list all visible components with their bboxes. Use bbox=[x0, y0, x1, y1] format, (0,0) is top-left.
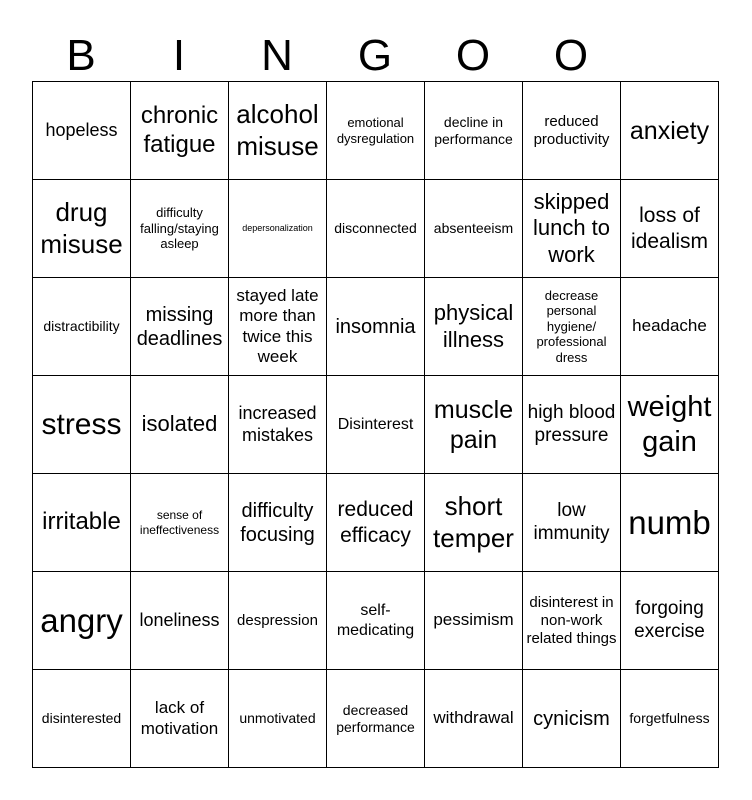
bingo-cell[interactable]: depersonalization bbox=[229, 180, 327, 278]
bingo-cell[interactable]: difficulty focusing bbox=[229, 474, 327, 572]
bingo-cell[interactable]: physical illness bbox=[425, 278, 523, 376]
bingo-cell[interactable]: decline in performance bbox=[425, 82, 523, 180]
bingo-cell[interactable]: decreased performance bbox=[327, 670, 425, 768]
bingo-cell[interactable]: headache bbox=[621, 278, 719, 376]
bingo-cell[interactable]: reduced productivity bbox=[523, 82, 621, 180]
bingo-cell[interactable]: distractibility bbox=[33, 278, 131, 376]
bingo-board bbox=[32, 81, 719, 768]
header-letter-o-2: O bbox=[553, 31, 589, 80]
bingo-cell[interactable]: loss of idealism bbox=[621, 180, 719, 278]
bingo-cell[interactable]: lack of motivation bbox=[131, 670, 229, 768]
bingo-cell[interactable]: despression bbox=[229, 572, 327, 670]
bingo-cell[interactable]: unmotivated bbox=[229, 670, 327, 768]
bingo-cell[interactable]: reduced efficacy bbox=[327, 474, 425, 572]
bingo-cell[interactable]: decrease personal hygiene/ professional dress bbox=[523, 278, 621, 376]
bingo-cell[interactable]: loneliness bbox=[131, 572, 229, 670]
bingo-cell[interactable]: irritable bbox=[33, 474, 131, 572]
header-letter-b: B bbox=[66, 31, 96, 80]
bingo-cell[interactable]: isolated bbox=[131, 376, 229, 474]
header-letter-blank bbox=[620, 28, 718, 84]
bingo-cell[interactable]: disinterested bbox=[33, 670, 131, 768]
bingo-cell[interactable]: absenteeism bbox=[425, 180, 523, 278]
bingo-cell[interactable]: hopeless bbox=[33, 82, 131, 180]
header-letter-g: G bbox=[357, 31, 393, 80]
bingo-cell[interactable]: disconnected bbox=[327, 180, 425, 278]
bingo-cell[interactable]: insomnia bbox=[327, 278, 425, 376]
bingo-cell[interactable]: forgoing exercise bbox=[621, 572, 719, 670]
header-letter-o: O bbox=[455, 31, 491, 80]
bingo-cell[interactable]: emotional dysregulation bbox=[327, 82, 425, 180]
bingo-cell[interactable]: numb bbox=[621, 474, 719, 572]
bingo-cell[interactable]: pessimism bbox=[425, 572, 523, 670]
bingo-cell[interactable]: stress bbox=[33, 376, 131, 474]
bingo-cell[interactable]: withdrawal bbox=[425, 670, 523, 768]
bingo-cell[interactable]: sense of ineffectiveness bbox=[131, 474, 229, 572]
bingo-cell[interactable]: forgetfulness bbox=[621, 670, 719, 768]
bingo-cell[interactable]: cynicism bbox=[523, 670, 621, 768]
bingo-cell[interactable]: muscle pain bbox=[425, 376, 523, 474]
bingo-cell[interactable]: missing deadlines bbox=[131, 278, 229, 376]
bingo-cell[interactable]: chronic fatigue bbox=[131, 82, 229, 180]
bingo-cell[interactable]: anxiety bbox=[621, 82, 719, 180]
bingo-cell[interactable]: angry bbox=[33, 572, 131, 670]
header-letter-i: I bbox=[172, 31, 186, 80]
bingo-cell[interactable]: stayed late more than twice this week bbox=[229, 278, 327, 376]
bingo-cell[interactable]: self-medicating bbox=[327, 572, 425, 670]
bingo-cell[interactable]: high blood pressure bbox=[523, 376, 621, 474]
bingo-cell[interactable]: increased mistakes bbox=[229, 376, 327, 474]
bingo-cell[interactable]: low immunity bbox=[523, 474, 621, 572]
bingo-cell[interactable]: short temper bbox=[425, 474, 523, 572]
bingo-cell[interactable]: skipped lunch to work bbox=[523, 180, 621, 278]
bingo-cell[interactable]: alcohol misuse bbox=[229, 82, 327, 180]
bingo-cell[interactable]: difficulty falling/staying asleep bbox=[131, 180, 229, 278]
bingo-cell[interactable]: Disinterest bbox=[327, 376, 425, 474]
bingo-cell[interactable]: disinterest in non-work related things bbox=[523, 572, 621, 670]
bingo-cell[interactable]: weight gain bbox=[621, 376, 719, 474]
bingo-cell[interactable]: drug misuse bbox=[33, 180, 131, 278]
bingo-header bbox=[32, 28, 718, 84]
header-letter-n: N bbox=[261, 31, 293, 80]
